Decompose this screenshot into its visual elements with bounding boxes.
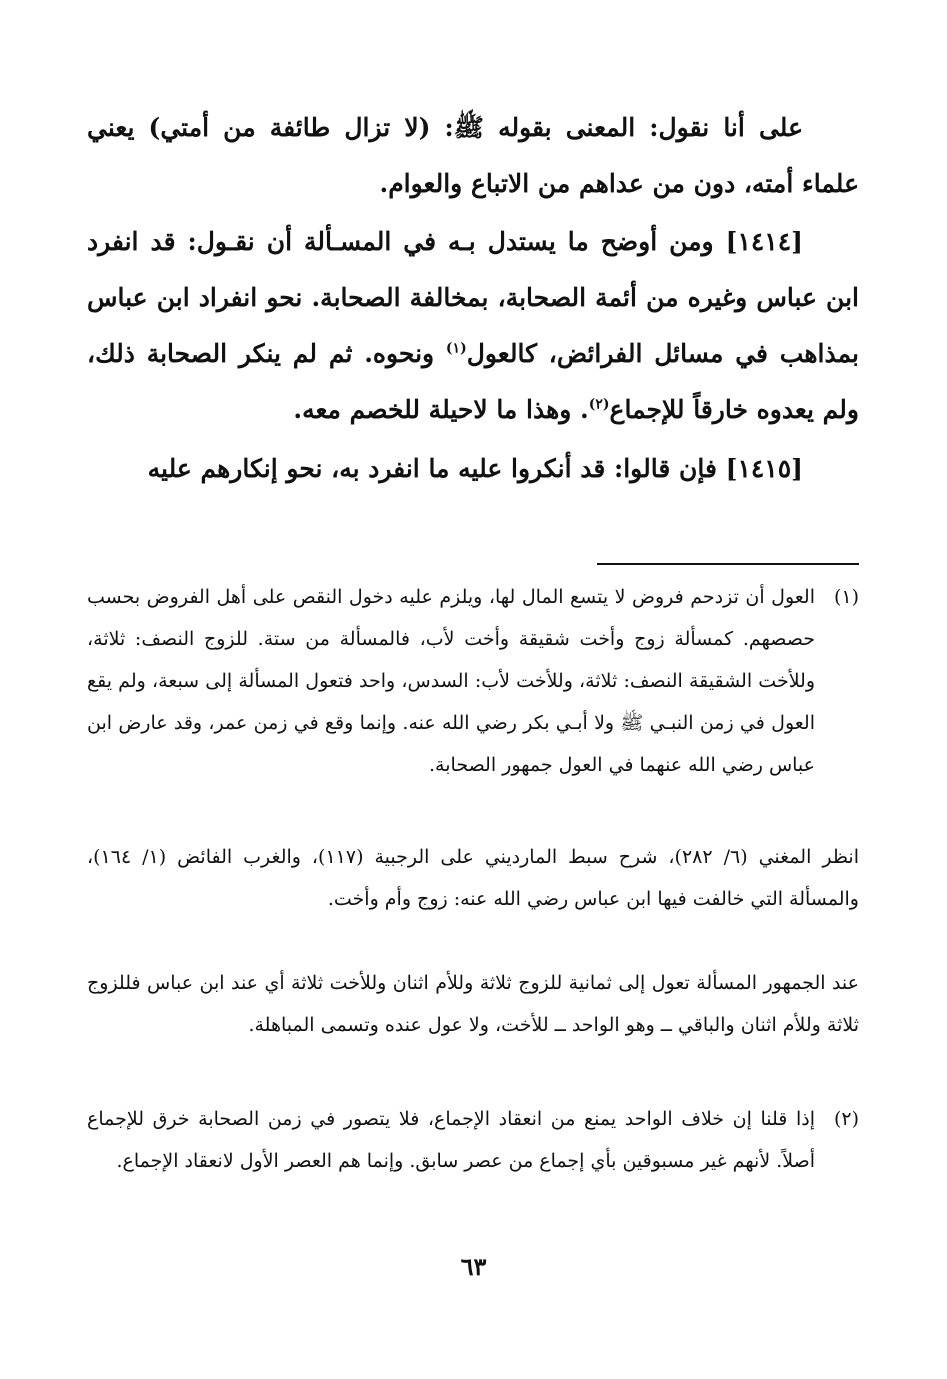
footnote-1-references-text: انظر المغني (٦/ ٢٨٢)، شرح سبط المارديني على الرجبية (١١٧)، والغرب الفائض (١/ ١٦٤)، والمسألة التي خالفت فيها ابن عباس رضي الله عنه: زوج وأم وأخت.	[87, 846, 859, 910]
footnote-ref-1[interactable]: (١)	[445, 340, 467, 357]
paragraph-2-text-b: ونحوه. ثم لم ينكر الصحابة ذلك، ولم يعدوه خارقاً للإجماع	[87, 339, 859, 424]
footnote-separator	[597, 563, 859, 565]
paragraph-1-text: على أنا نقول: المعنى بقوله ﷺ: (لا تزال طائفة من أمتي) يعني علماء أمته، دون من عداهم من الاتباع والعوام.	[87, 113, 859, 198]
page-number: ٦٣	[460, 1252, 487, 1281]
main-paragraph-2	[87, 214, 859, 438]
footnote-1-detail	[87, 962, 859, 1046]
footnote-2-text: إذا قلنا إن خلاف الواحد يمنع من انعقاد الإجماع، فلا يتصور في زمن الصحابة خرق للإجماع أصلاً. لأنهم غير مسبوقين بأي إجماع من عصر سابق. وإنما هم العصر الأول لانعقاد الإجماع.	[87, 1108, 815, 1172]
footnote-1-detail-text: عند الجمهور المسألة تعول إلى ثمانية للزوج ثلاثة وللأم اثنان وللأخت ثلاثة أي عند ابن عباس فللزوج ثلاثة وللأم اثنان والباقي ــ وهو الواحد ــ للأخت، ولا عول عنده وتسمى المباهلة.	[87, 972, 859, 1036]
footnote-ref-2[interactable]: (٢)	[588, 396, 610, 413]
footnote-1-text: العول أن تزدحم فروض لا يتسع المال لها، ويلزم عليه دخول النقص على أهل الفروض بحسب حصصهم. كمسألة زوج وأخت شقيقة وأخت لأب، فالمسألة من ستة. للزوج النصف: ثلاثة، وللأخت الشقيقة النصف: ثلاثة، وللأخت لأب: السدس، واحد فتعول المسألة إلى سبعة، ولم يقع العول في زمن النبـي ﷺ ولا أبـي بكر رضي الله عنه. وإنما وقع في زمن عمر، وقد عارض ابن عباس رضي الله عنهما في العول جمهور الصحابة.	[87, 586, 815, 776]
footnote-1	[87, 576, 859, 786]
main-paragraph-1	[87, 100, 859, 212]
paragraph-3-text: [١٤١٥] فإن قالوا: قد أنكروا عليه ما انفرد به، نحو إنكارهم عليه	[147, 454, 803, 483]
main-paragraph-3	[87, 441, 859, 497]
paragraph-2-text-c: . وهذا ما لاحيلة للخصم معه.	[293, 395, 589, 424]
footnote-1-references	[87, 836, 859, 920]
footnote-1-number: (١)	[833, 586, 859, 608]
paragraph-2-text-a: [١٤١٤] ومن أوضح ما يستدل بـه في المسـألة أن نقـول: قد انفرد ابن عباس وغيره من أئمة الصحابة، بمخالفة الصحابة. نحو انفراد ابن عباس بمذاهب في مسائل الفرائض، كالعول	[87, 227, 859, 368]
footnote-2	[87, 1098, 859, 1182]
footnote-2-number: (٢)	[833, 1108, 859, 1130]
